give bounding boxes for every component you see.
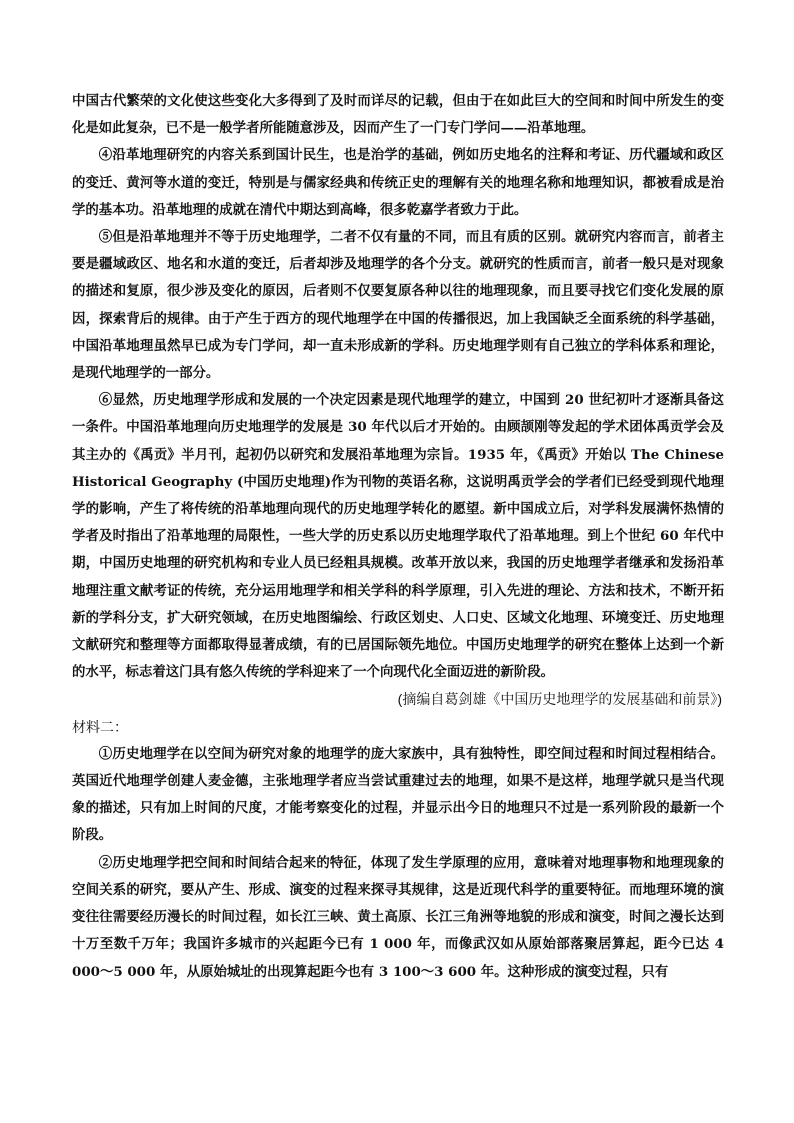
material-one-paragraph-5: ⑤但是沿革地理并不等于历史地理学，二者不仅有量的不同，而且有质的区别。就研究内容而言，前者主要是疆域政区、地名和水道的变迁，后者却涉及地理学的各个分支。就研究的性质而言，前者一般只是对现象的描述和复原，很少涉及变化的原因，后者则不仅要复原各种以往的地理现象，而且要寻找它们变化发展的原因，探索背后的规律。由于产生于西方的现代地理学在中国的传播很迟，加上我国缺乏全面系统的科学基础，中国沿革地理虽然早已成为专门学问，却一直未形成新的学科。历史地理学则有自己独立的学科体系和理论，是现代地理学的一部分。	[72, 229, 724, 382]
material-one-paragraph-4: ④沿革地理研究的内容关系到国计民生，也是治学的基础，例如历史地名的注释和考证、历代疆域和政区的变迁、黄河等水道的变迁，特别是与儒家经典和传统正史的理解有关的地理名称和地理知识，都被看成是治学的基本功。沿革地理的成就在清代中期达到高峰，很多乾嘉学者致力于此。	[72, 147, 724, 218]
material-one-paragraph-6: ⑥显然，历史地理学形成和发展的一个决定因素是现代地理学的建立，中国到 20 世纪初叶才逐渐具备这一条件。中国沿革地理向历史地理学的发展是 30 年代以后才开始的。由顾颉刚等发起的学术团体禹贡学会及其主办的《禹贡》半月刊，起初仍以研究和发展沿革地理为宗旨。1935 年，《禹贡》开始以 The Chinese Historical Geography (中国历史地理)作为刊物的英语名称，这说明禹贡学会的学者们已经受到现代地理学的影响，产生了将传统的沿革地理向现代的历史地理学转化的愿望。新中国成立后，对学科发展满怀热情的学者及时指出了沿革地理的局限性，一些大学的历史系以历史地理学取代了沿革地理。到上个世纪 60 年代中期，中国历史地理的研究机构和专业人员已经粗具规模。改革开放以来，我国的历史地理学者继承和发扬沿革地理注重文献考证的传统，充分运用地理学和相关学科的科学原理，引入先进的理论、方法和技术，不断开拓新的学科分支，扩大研究领域，在历史地图编绘、行政区划史、人口史、区域文化地理、环境变迁、历史地理文献研究和整理等方面都取得显著成绩，有的已居国际领先地位。中国历史地理学的研究在整体上达到一个新的水平，标志着这门具有悠久传统的学科迎来了一个向现代化全面迈进的新阶段。	[72, 392, 724, 681]
material-two-label: 材料二：	[72, 718, 128, 735]
material-one-source: (摘编自葛剑雄《中国历史地理学的发展基础和前景》)	[397, 691, 722, 708]
material-two-paragraph-1: ①历史地理学在以空间为研究对象的地理学的庞大家族中，具有独特性，即空间过程和时间过程相结合。英国近代地理学创建人麦金德，主张地理学者应当尝试重建过去的地理，如果不是这样，地理学就只是当代现象的描述，只有加上时间的尺度，才能考察变化的过程，并显示出今日的地理只不过是一系列阶段的最新一个阶段。	[72, 745, 724, 844]
material-two-paragraph-2: ②历史地理学把空间和时间结合起来的特征，体现了发生学原理的应用，意味着对地理事物和地理现象的空间关系的研究，要从产生、形成、演变的过程来探寻其规律，这是近现代科学的重要特征。而地理环境的演变往往需要经历漫长的时间过程，如长江三峡、黄土高原、长江三角洲等地貌的形成和演变，时间之漫长达到十万至数千万年；我国许多城市的兴起距今已有 1 000 年，而像武汉如从原始部落聚居算起，距今已达 4 000～5 000 年，从原始城址的出现算起距今也有 3 100～3 600 年。这种形成的演变过程，只有	[72, 854, 724, 980]
material-one-continuation: 中国古代繁荣的文化使这些变化大多得到了及时而详尽的记载，但由于在如此巨大的空间和时间中所发生的变化是如此复杂，已不是一般学者所能随意涉及，因而产生了一门专门学问——沿革地理。	[72, 93, 724, 137]
document-page	[72, 88, 724, 986]
